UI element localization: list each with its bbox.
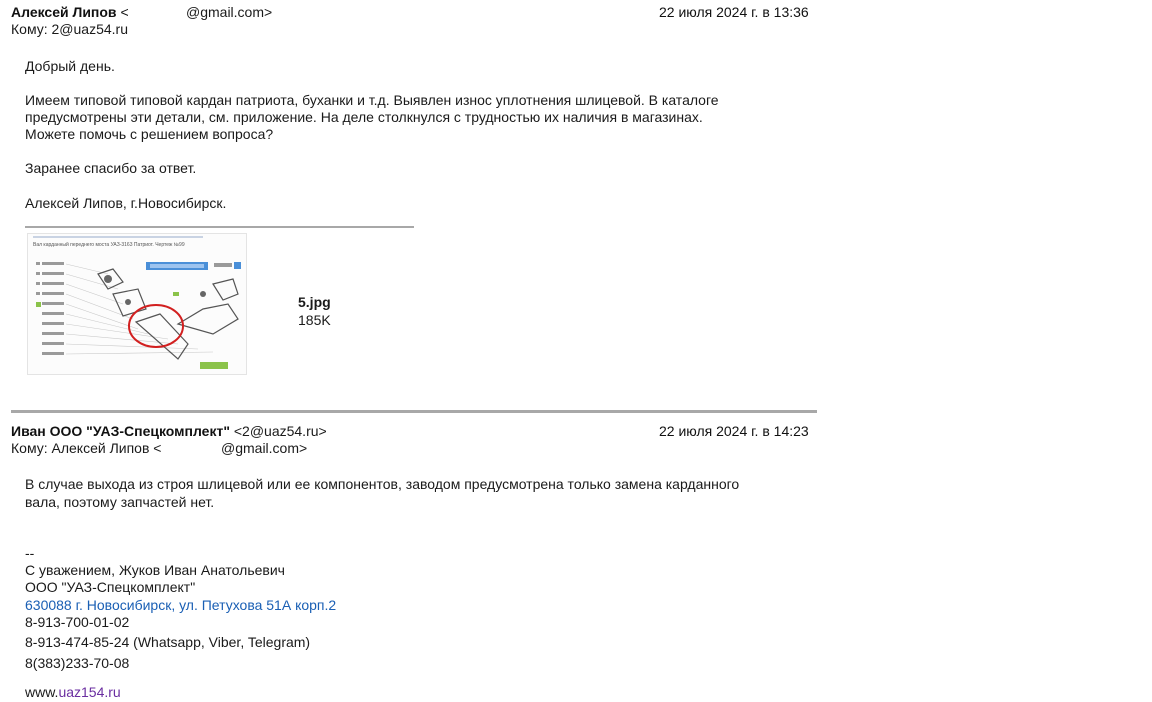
signature-dashes: -- bbox=[25, 545, 35, 561]
signature-address-link[interactable] bbox=[25, 596, 336, 614]
signature-phone-1: 8-913-700-01-02 bbox=[25, 614, 130, 630]
message2-sender-email: <2@uaz54.ru> bbox=[233, 423, 327, 439]
message1-para-line-1: Имеем типовой типовой кардан патриота, буханки и т.д. Выявлен износ уплотнения шлицевой. В каталоге bbox=[25, 92, 719, 108]
message1-thanks: Заранее спасибо за ответ. bbox=[25, 160, 197, 176]
attachment-filename[interactable]: 5.jpg bbox=[298, 294, 331, 310]
thumbnail-title: Вал карданный переднего моста УАЗ-3163 Патриот. Чертеж №99 bbox=[33, 242, 185, 248]
message1-sender-email-end: @gmail.com> bbox=[186, 4, 273, 20]
attachment-thumbnail[interactable] bbox=[27, 233, 247, 375]
message1-para-line-2: предусмотрены эти детали, см. приложение. На деле столкнулся с трудностью их наличия в магазинах. bbox=[25, 109, 703, 125]
message1-to-label: Кому: bbox=[11, 21, 48, 37]
message1-to-value: 2@uaz54.ru bbox=[51, 21, 128, 37]
message2-sender-name: Иван ООО "УАЗ-Спецкомплект" bbox=[11, 423, 230, 439]
message2-to-email-end: @gmail.com> bbox=[221, 440, 308, 456]
message2-recipient bbox=[11, 440, 161, 456]
signature-website[interactable] bbox=[25, 683, 121, 701]
message1-date: 22 июля 2024 г. в 13:36 bbox=[659, 4, 809, 20]
signature-company: ООО "УАЗ-Спецкомплект" bbox=[25, 579, 196, 595]
message2-to-label: Кому: bbox=[11, 440, 48, 456]
cardan-diagram-image bbox=[28, 234, 246, 374]
message-separator bbox=[11, 410, 817, 413]
signature-regards: С уважением, Жуков Иван Анатольевич bbox=[25, 562, 285, 578]
message1-signature: Алексей Липов, г.Новосибирск. bbox=[25, 195, 227, 211]
message2-sender[interactable] bbox=[11, 423, 327, 439]
signature-phone-3: 8(383)233-70-08 bbox=[25, 655, 130, 671]
message2-date: 22 июля 2024 г. в 14:23 bbox=[659, 423, 809, 439]
message2-to-name: Алексей Липов < bbox=[51, 440, 162, 456]
message1-sender[interactable] bbox=[11, 4, 129, 20]
message1-greeting: Добрый день. bbox=[25, 58, 115, 74]
signature-phone-2: 8-913-474-85-24 (Whatsapp, Viber, Telegram) bbox=[25, 634, 311, 650]
attachment-size: 185K bbox=[298, 312, 331, 328]
address-link[interactable]: 630088 г. Новосибирск, ул. Петухова 51А корп.2 bbox=[25, 597, 337, 613]
website-link[interactable]: uaz154.ru bbox=[58, 684, 121, 700]
message2-body-line-2: вала, поэтому запчастей нет. bbox=[25, 494, 215, 510]
attachment-divider bbox=[25, 226, 414, 228]
message2-body-line-1: В случае выхода из строя шлицевой или ее компонентов, заводом предусмотрена только замена карданного bbox=[25, 476, 740, 492]
message1-sender-name: Алексей Липов bbox=[11, 4, 117, 20]
message1-recipient bbox=[11, 21, 128, 37]
message1-para-line-3: Можете помочь с решением вопроса? bbox=[25, 126, 274, 142]
website-prefix: www. bbox=[25, 684, 59, 700]
message1-sender-email-start: < bbox=[120, 4, 129, 20]
